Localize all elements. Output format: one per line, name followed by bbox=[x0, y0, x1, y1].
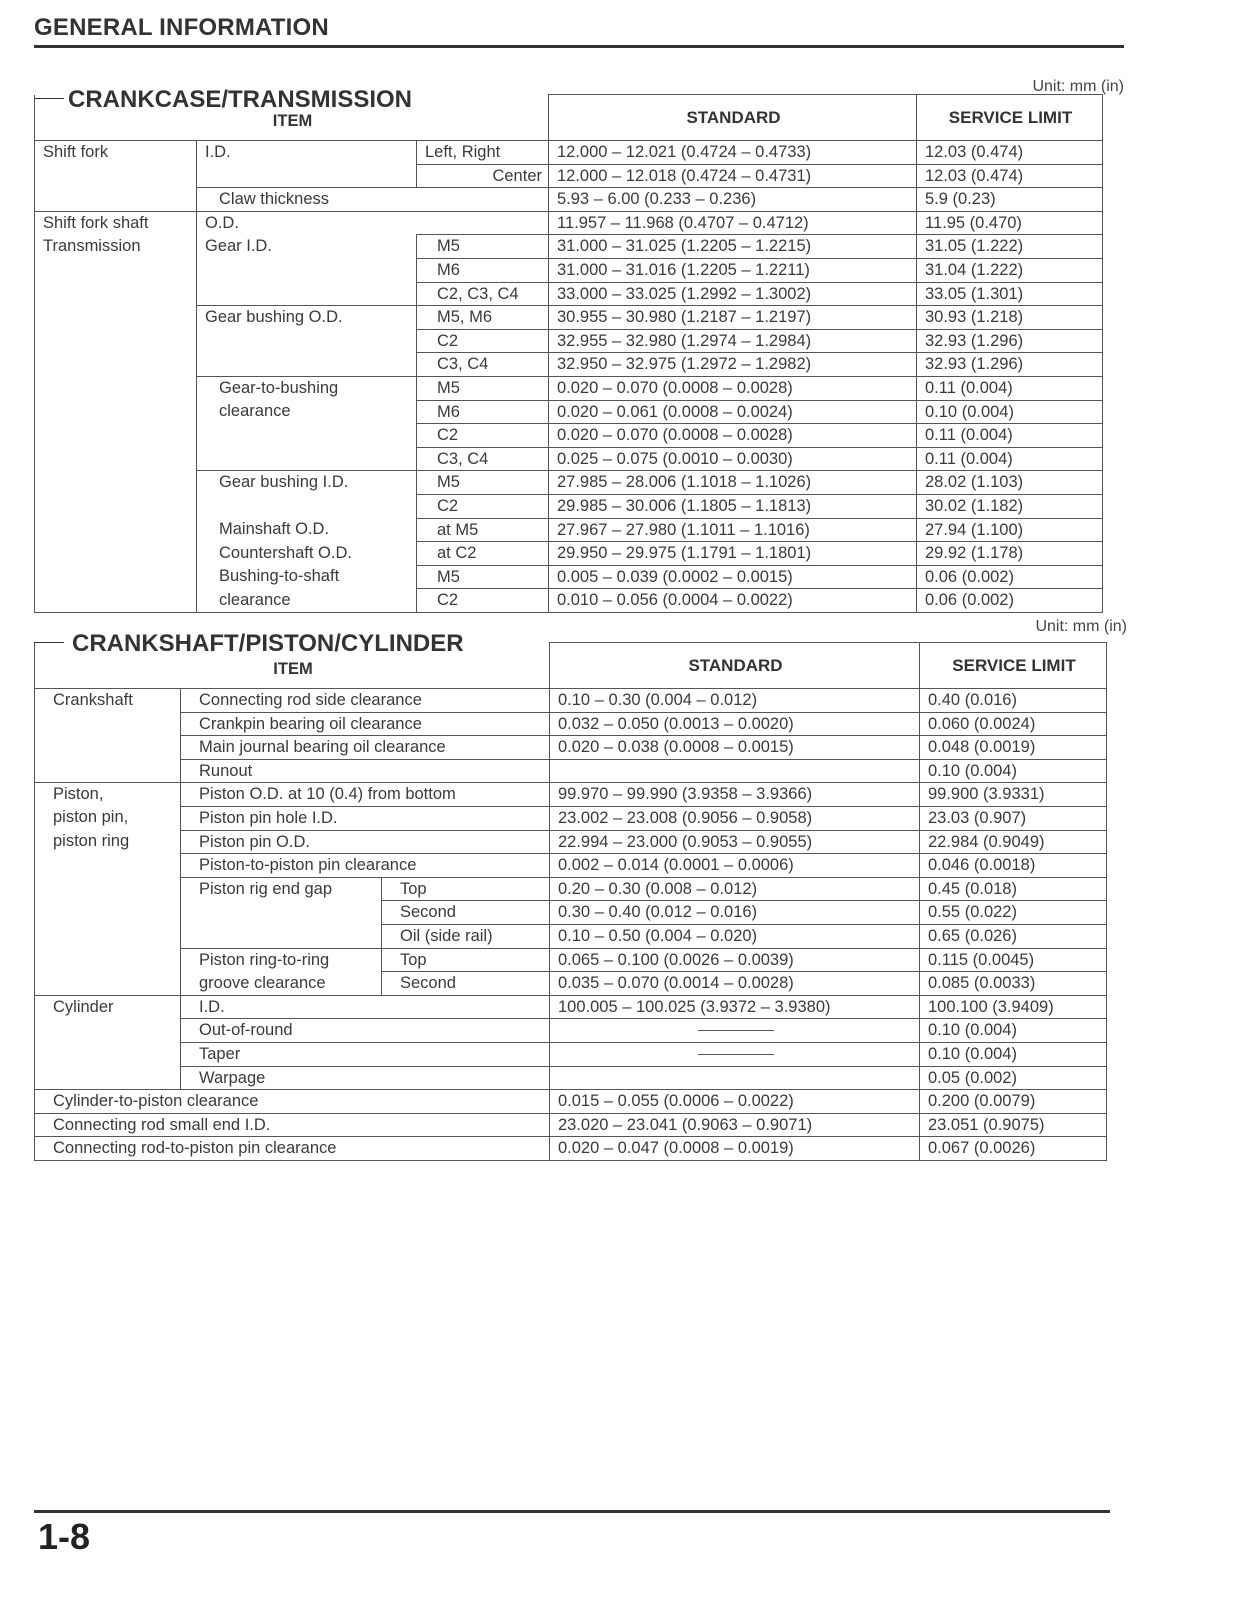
table-row bbox=[35, 1113, 1107, 1137]
table-row bbox=[35, 400, 1103, 424]
row-service-limit: 23.051 (0.9075) bbox=[920, 1113, 1107, 1137]
row-standard: 0.025 – 0.075 (0.0010 – 0.0030) bbox=[549, 447, 917, 471]
row-service-limit: 0.115 (0.0045) bbox=[920, 948, 1107, 972]
row-service-limit: 0.085 (0.0033) bbox=[920, 972, 1107, 996]
row-standard: 99.970 – 99.990 (3.9358 – 3.9366) bbox=[550, 783, 920, 807]
row-subitem: Oil (side rail) bbox=[382, 924, 550, 948]
row-item bbox=[197, 329, 417, 353]
row-item: Piston rig end gap bbox=[181, 877, 382, 901]
row-service-limit: 0.048 (0.0019) bbox=[920, 736, 1107, 760]
table-row bbox=[35, 712, 1107, 736]
row-item: Piston-to-piston pin clearance bbox=[181, 854, 550, 878]
table-row bbox=[35, 518, 1103, 542]
row-category bbox=[35, 1042, 181, 1066]
row-service-limit: 0.11 (0.004) bbox=[917, 376, 1103, 400]
row-subitem: M5 bbox=[417, 565, 549, 589]
row-service-limit: 99.900 (3.9331) bbox=[920, 783, 1107, 807]
row-subitem: at C2 bbox=[417, 542, 549, 566]
table-row bbox=[35, 211, 1103, 235]
row-item: Piston pin hole I.D. bbox=[181, 806, 550, 830]
table-row bbox=[35, 1042, 1107, 1066]
row-service-limit: 12.03 (0.474) bbox=[917, 141, 1103, 165]
row-item: Connecting rod-to-piston pin clearance bbox=[35, 1137, 550, 1161]
service-limit-column-header: SERVICE LIMIT bbox=[920, 643, 1107, 689]
row-standard: 27.967 – 27.980 (1.1011 – 1.1016) bbox=[549, 518, 917, 542]
row-category bbox=[35, 447, 197, 471]
row-item bbox=[197, 164, 417, 188]
row-service-limit: 30.02 (1.182) bbox=[917, 494, 1103, 518]
table-row bbox=[35, 164, 1103, 188]
table-row bbox=[35, 589, 1103, 613]
row-item: Mainshaft O.D. bbox=[197, 518, 417, 542]
row-service-limit: 29.92 (1.178) bbox=[917, 542, 1103, 566]
row-service-limit: 0.45 (0.018) bbox=[920, 877, 1107, 901]
row-subitem: Top bbox=[382, 948, 550, 972]
row-standard: 0.020 – 0.070 (0.0008 – 0.0028) bbox=[549, 424, 917, 448]
row-service-limit: 0.10 (0.004) bbox=[920, 1019, 1107, 1043]
table-row bbox=[35, 542, 1103, 566]
table-row bbox=[35, 235, 1103, 259]
table-row bbox=[35, 1066, 1107, 1090]
table-row bbox=[35, 424, 1103, 448]
row-standard: 12.000 – 12.021 (0.4724 – 0.4733) bbox=[549, 141, 917, 165]
row-standard: 0.020 – 0.061 (0.0008 – 0.0024) bbox=[549, 400, 917, 424]
row-category bbox=[35, 353, 197, 377]
row-item: Piston pin O.D. bbox=[181, 830, 550, 854]
row-category bbox=[35, 712, 181, 736]
row-standard: 0.020 – 0.047 (0.0008 – 0.0019) bbox=[550, 1137, 920, 1161]
table-row bbox=[35, 995, 1107, 1019]
row-subitem: M5 bbox=[417, 471, 549, 495]
row-item: groove clearance bbox=[181, 972, 382, 996]
row-item: Taper bbox=[181, 1042, 550, 1066]
row-subitem: C3, C4 bbox=[417, 353, 549, 377]
row-standard: 30.955 – 30.980 (1.2187 – 1.2197) bbox=[549, 306, 917, 330]
row-category bbox=[35, 924, 181, 948]
row-item bbox=[197, 258, 417, 282]
row-category bbox=[35, 877, 181, 901]
row-category bbox=[35, 471, 197, 495]
row-item: Claw thickness bbox=[197, 188, 549, 212]
row-category bbox=[35, 376, 197, 400]
table-row bbox=[35, 901, 1107, 925]
standard-column-header: STANDARD bbox=[549, 95, 917, 141]
row-subitem: M5 bbox=[417, 235, 549, 259]
row-service-limit: 0.05 (0.002) bbox=[920, 1066, 1107, 1090]
row-standard: 0.035 – 0.070 (0.0014 – 0.0028) bbox=[550, 972, 920, 996]
row-category bbox=[35, 164, 197, 188]
item-column-header: ITEM bbox=[35, 643, 550, 689]
row-standard: 11.957 – 11.968 (0.4707 – 0.4712) bbox=[549, 211, 917, 235]
row-standard bbox=[550, 759, 920, 783]
row-category bbox=[35, 759, 181, 783]
row-item: clearance bbox=[197, 400, 417, 424]
row-item: Out-of-round bbox=[181, 1019, 550, 1043]
row-standard: 33.000 – 33.025 (1.2992 – 1.3002) bbox=[549, 282, 917, 306]
row-subitem: C2 bbox=[417, 329, 549, 353]
service-limit-column-header: SERVICE LIMIT bbox=[917, 95, 1103, 141]
row-item: Connecting rod side clearance bbox=[181, 689, 550, 713]
row-standard: 27.985 – 28.006 (1.1018 – 1.1026) bbox=[549, 471, 917, 495]
table-row bbox=[35, 494, 1103, 518]
row-standard: 12.000 – 12.018 (0.4724 – 0.4731) bbox=[549, 164, 917, 188]
spec-table bbox=[34, 642, 1107, 1161]
row-category bbox=[35, 329, 197, 353]
row-service-limit: 0.06 (0.002) bbox=[917, 589, 1103, 613]
table-row bbox=[35, 783, 1107, 807]
dash-line bbox=[698, 1054, 774, 1055]
row-subitem: C2 bbox=[417, 424, 549, 448]
row-category: Transmission bbox=[35, 235, 197, 259]
row-subitem: M5 bbox=[417, 376, 549, 400]
row-category bbox=[35, 736, 181, 760]
row-item: Gear bushing O.D. bbox=[197, 306, 417, 330]
row-service-limit: 12.03 (0.474) bbox=[917, 164, 1103, 188]
row-subitem: C3, C4 bbox=[417, 447, 549, 471]
row-service-limit: 33.05 (1.301) bbox=[917, 282, 1103, 306]
row-subitem: M6 bbox=[417, 400, 549, 424]
table-row bbox=[35, 258, 1103, 282]
row-category bbox=[35, 282, 197, 306]
row-category: Cylinder bbox=[35, 995, 181, 1019]
row-subitem: Top bbox=[382, 877, 550, 901]
row-item bbox=[197, 282, 417, 306]
row-category bbox=[35, 565, 197, 589]
unit-label: Unit: mm (in) bbox=[1032, 78, 1124, 95]
table-row bbox=[35, 830, 1107, 854]
table-row bbox=[35, 806, 1107, 830]
row-service-limit: 0.067 (0.0026) bbox=[920, 1137, 1107, 1161]
row-standard: 0.10 – 0.50 (0.004 – 0.020) bbox=[550, 924, 920, 948]
row-category: Shift fork bbox=[35, 141, 197, 165]
row-service-limit: 31.05 (1.222) bbox=[917, 235, 1103, 259]
row-category bbox=[35, 1066, 181, 1090]
row-subitem: M5, M6 bbox=[417, 306, 549, 330]
row-category bbox=[35, 518, 197, 542]
row-category bbox=[35, 494, 197, 518]
row-service-limit: 100.100 (3.9409) bbox=[920, 995, 1107, 1019]
row-service-limit: 0.11 (0.004) bbox=[917, 424, 1103, 448]
row-item: Crankpin bearing oil clearance bbox=[181, 712, 550, 736]
row-standard: 0.020 – 0.070 (0.0008 – 0.0028) bbox=[549, 376, 917, 400]
row-service-limit: 23.03 (0.907) bbox=[920, 806, 1107, 830]
row-subitem: C2, C3, C4 bbox=[417, 282, 549, 306]
row-standard: 5.93 – 6.00 (0.233 – 0.236) bbox=[549, 188, 917, 212]
row-standard: 29.950 – 29.975 (1.1791 – 1.1801) bbox=[549, 542, 917, 566]
table-row bbox=[35, 1137, 1107, 1161]
row-item: Bushing-to-shaft bbox=[197, 565, 417, 589]
row-item: Gear I.D. bbox=[197, 235, 417, 259]
table-row bbox=[35, 972, 1107, 996]
row-standard: 0.065 – 0.100 (0.0026 – 0.0039) bbox=[550, 948, 920, 972]
row-standard: 22.994 – 23.000 (0.9053 – 0.9055) bbox=[550, 830, 920, 854]
row-service-limit: 22.984 (0.9049) bbox=[920, 830, 1107, 854]
table-row bbox=[35, 188, 1103, 212]
row-category: Crankshaft bbox=[35, 689, 181, 713]
row-category bbox=[35, 948, 181, 972]
table-row bbox=[35, 854, 1107, 878]
row-category bbox=[35, 972, 181, 996]
row-service-limit: 0.40 (0.016) bbox=[920, 689, 1107, 713]
spec-table bbox=[34, 94, 1103, 613]
row-service-limit: 0.200 (0.0079) bbox=[920, 1090, 1107, 1114]
table-row bbox=[35, 689, 1107, 713]
row-category bbox=[35, 542, 197, 566]
row-category: piston ring bbox=[35, 830, 181, 854]
row-service-limit: 0.10 (0.004) bbox=[920, 1042, 1107, 1066]
row-standard: 0.032 – 0.050 (0.0013 – 0.0020) bbox=[550, 712, 920, 736]
row-standard: 0.10 – 0.30 (0.004 – 0.012) bbox=[550, 689, 920, 713]
row-standard: 31.000 – 31.025 (1.2205 – 1.2215) bbox=[549, 235, 917, 259]
table-row bbox=[35, 565, 1103, 589]
row-category: Shift fork shaft bbox=[35, 211, 197, 235]
row-standard: 0.005 – 0.039 (0.0002 – 0.0015) bbox=[549, 565, 917, 589]
row-standard: 0.015 – 0.055 (0.0006 – 0.0022) bbox=[550, 1090, 920, 1114]
row-category bbox=[35, 424, 197, 448]
row-subitem: C2 bbox=[417, 494, 549, 518]
row-subitem: Left, Right bbox=[417, 141, 549, 165]
table-row bbox=[35, 447, 1103, 471]
row-category bbox=[35, 400, 197, 424]
row-standard: 23.020 – 23.041 (0.9063 – 0.9071) bbox=[550, 1113, 920, 1137]
row-item bbox=[197, 424, 417, 448]
footer-rule bbox=[34, 1510, 1110, 1513]
table-row bbox=[35, 376, 1103, 400]
table-row bbox=[35, 306, 1103, 330]
row-item: Warpage bbox=[181, 1066, 550, 1090]
row-service-limit: 0.046 (0.0018) bbox=[920, 854, 1107, 878]
row-item: I.D. bbox=[197, 141, 417, 165]
row-item: clearance bbox=[197, 589, 417, 613]
row-category bbox=[35, 306, 197, 330]
page-header-title: GENERAL INFORMATION bbox=[34, 14, 329, 41]
row-standard: 32.955 – 32.980 (1.2974 – 1.2984) bbox=[549, 329, 917, 353]
row-category bbox=[35, 188, 197, 212]
row-subitem: at M5 bbox=[417, 518, 549, 542]
row-category: piston pin, bbox=[35, 806, 181, 830]
row-item: Piston O.D. at 10 (0.4) from bottom bbox=[181, 783, 550, 807]
standard-column-header: STANDARD bbox=[550, 643, 920, 689]
table-row bbox=[35, 1019, 1107, 1043]
table-row bbox=[35, 471, 1103, 495]
row-item: Main journal bearing oil clearance bbox=[181, 736, 550, 760]
row-category: Piston, bbox=[35, 783, 181, 807]
row-service-limit: 28.02 (1.103) bbox=[917, 471, 1103, 495]
row-service-limit: 31.04 (1.222) bbox=[917, 258, 1103, 282]
row-item: Gear-to-bushing bbox=[197, 376, 417, 400]
row-service-limit: 0.11 (0.004) bbox=[917, 447, 1103, 471]
row-item: I.D. bbox=[181, 995, 550, 1019]
row-standard: 0.20 – 0.30 (0.008 – 0.012) bbox=[550, 877, 920, 901]
row-service-limit: 32.93 (1.296) bbox=[917, 353, 1103, 377]
row-category bbox=[35, 258, 197, 282]
row-item bbox=[181, 901, 382, 925]
row-category bbox=[35, 854, 181, 878]
row-standard: 29.985 – 30.006 (1.1805 – 1.1813) bbox=[549, 494, 917, 518]
page-number: 1-8 bbox=[38, 1516, 91, 1557]
dash-line bbox=[698, 1030, 774, 1031]
row-item bbox=[197, 447, 417, 471]
row-subitem: M6 bbox=[417, 258, 549, 282]
row-service-limit: 0.06 (0.002) bbox=[917, 565, 1103, 589]
row-standard: 0.010 – 0.056 (0.0004 – 0.0022) bbox=[549, 589, 917, 613]
table-row bbox=[35, 736, 1107, 760]
row-service-limit: 0.55 (0.022) bbox=[920, 901, 1107, 925]
table-row bbox=[35, 1090, 1107, 1114]
row-category bbox=[35, 901, 181, 925]
row-item: Connecting rod small end I.D. bbox=[35, 1113, 550, 1137]
row-standard bbox=[550, 1066, 920, 1090]
table-row bbox=[35, 877, 1107, 901]
row-service-limit: 0.060 (0.0024) bbox=[920, 712, 1107, 736]
row-subitem: Second bbox=[382, 972, 550, 996]
row-item: Gear bushing I.D. bbox=[197, 471, 417, 495]
row-subitem: C2 bbox=[417, 589, 549, 613]
row-item: Piston ring-to-ring bbox=[181, 948, 382, 972]
row-standard: 32.950 – 32.975 (1.2972 – 1.2982) bbox=[549, 353, 917, 377]
row-item bbox=[197, 494, 417, 518]
row-item: Cylinder-to-piston clearance bbox=[35, 1090, 550, 1114]
row-item bbox=[181, 924, 382, 948]
row-service-limit: 11.95 (0.470) bbox=[917, 211, 1103, 235]
row-service-limit: 30.93 (1.218) bbox=[917, 306, 1103, 330]
row-standard-dash bbox=[550, 1042, 920, 1066]
table-row bbox=[35, 759, 1107, 783]
table-row bbox=[35, 948, 1107, 972]
row-service-limit: 27.94 (1.100) bbox=[917, 518, 1103, 542]
item-column-header: ITEM bbox=[35, 95, 549, 141]
unit-label: Unit: mm (in) bbox=[1035, 618, 1127, 635]
row-service-limit: 0.10 (0.004) bbox=[917, 400, 1103, 424]
row-standard: 23.002 – 23.008 (0.9056 – 0.9058) bbox=[550, 806, 920, 830]
row-standard: 100.005 – 100.025 (3.9372 – 3.9380) bbox=[550, 995, 920, 1019]
row-item: O.D. bbox=[197, 211, 549, 235]
row-standard: 0.30 – 0.40 (0.012 – 0.016) bbox=[550, 901, 920, 925]
section-title: CRANKSHAFT/PISTON/CYLINDER bbox=[72, 630, 464, 657]
row-category bbox=[35, 589, 197, 613]
table-row bbox=[35, 329, 1103, 353]
row-standard-dash bbox=[550, 1019, 920, 1043]
row-service-limit: 32.93 (1.296) bbox=[917, 329, 1103, 353]
row-subitem: Center bbox=[417, 164, 549, 188]
row-subitem: Second bbox=[382, 901, 550, 925]
row-service-limit: 0.10 (0.004) bbox=[920, 759, 1107, 783]
row-item: Runout bbox=[181, 759, 550, 783]
table-row bbox=[35, 353, 1103, 377]
row-item bbox=[197, 353, 417, 377]
header-rule bbox=[34, 45, 1124, 48]
row-category bbox=[35, 1019, 181, 1043]
table-row bbox=[35, 924, 1107, 948]
row-standard: 0.002 – 0.014 (0.0001 – 0.0006) bbox=[550, 854, 920, 878]
section-title: CRANKCASE/TRANSMISSION bbox=[68, 86, 413, 113]
row-service-limit: 5.9 (0.23) bbox=[917, 188, 1103, 212]
table-row bbox=[35, 141, 1103, 165]
table-row bbox=[35, 282, 1103, 306]
row-standard: 31.000 – 31.016 (1.2205 – 1.2211) bbox=[549, 258, 917, 282]
row-service-limit: 0.65 (0.026) bbox=[920, 924, 1107, 948]
row-standard: 0.020 – 0.038 (0.0008 – 0.0015) bbox=[550, 736, 920, 760]
row-item: Countershaft O.D. bbox=[197, 542, 417, 566]
